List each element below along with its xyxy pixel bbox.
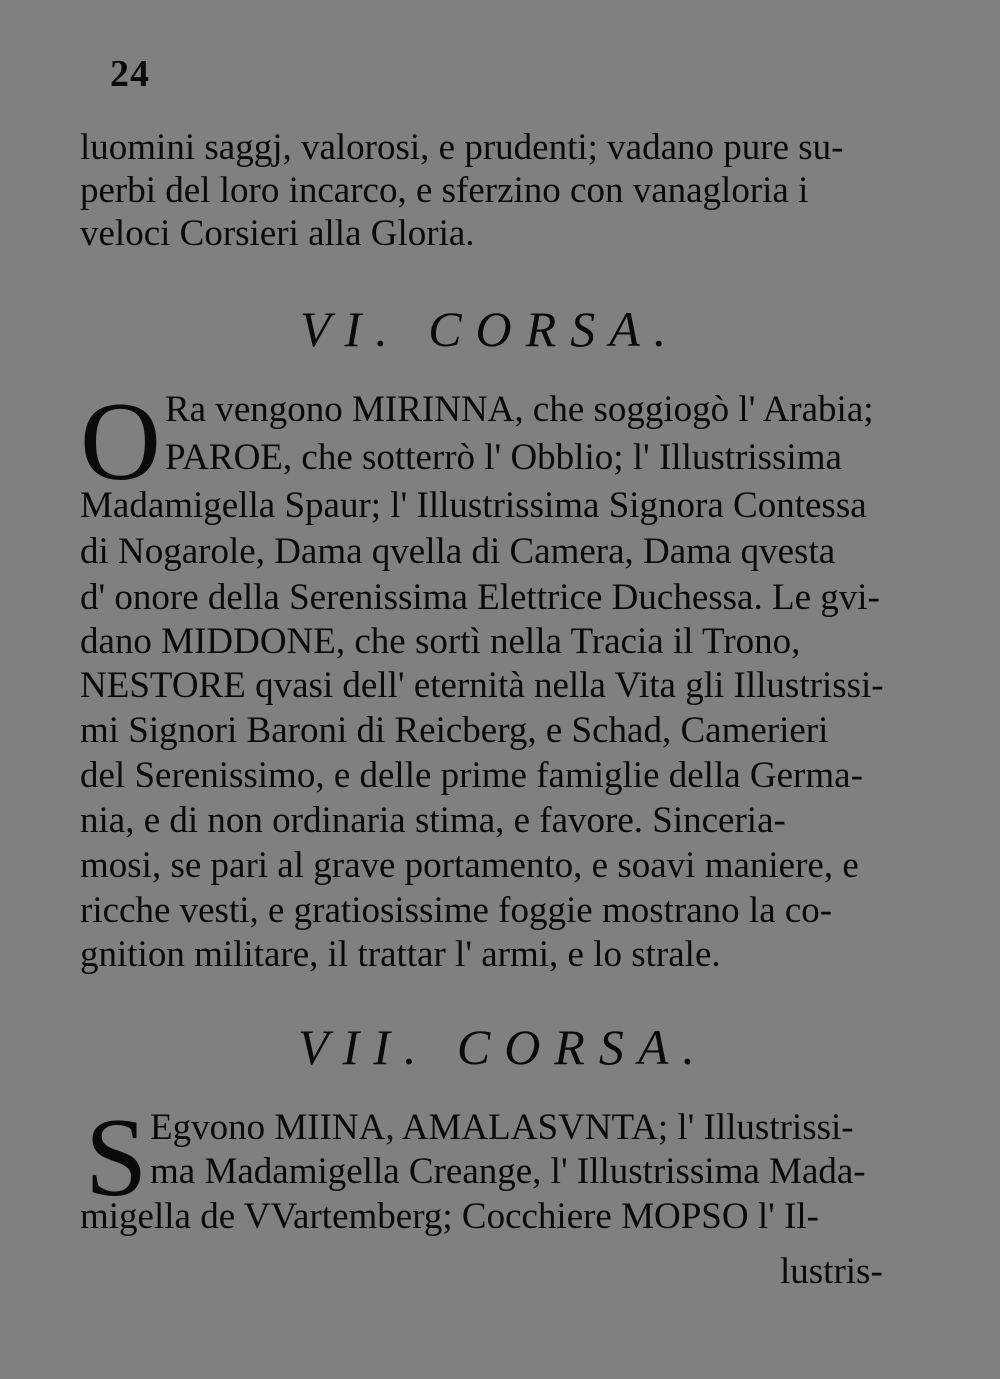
section-vi-line-8: mi Signori Baroni di Reicberg, e Schad, Camerieri xyxy=(80,710,829,751)
section-vi-line-12: ricche vesti, e gratiosissime foggie mostrano la co- xyxy=(80,890,833,931)
section-vii-line-1: Egvono MIINA, AMALASVNTA; l' Illustrissi- xyxy=(150,1107,854,1148)
section-vi-line-1: Ra vengono MIRINNA, che soggiogò l' Arabia; xyxy=(165,389,874,430)
section-vi-line-7: NESTORE qvasi dell' eternità nella Vita gli Illustrissi- xyxy=(80,665,884,706)
section-vii-dropcap: S xyxy=(85,1096,148,1220)
section-vi-line-9: del Serenissimo, e delle prime famiglie della Germa- xyxy=(80,755,863,796)
section-vi-heading: VI. CORSA. xyxy=(300,301,681,357)
section-vii-line-3: migella de VVartemberg; Cocchiere MOPSO l' Il- xyxy=(80,1196,819,1237)
section-vi-line-6: dano MIDDONE, che sortì nella Tracia il Trono, xyxy=(80,621,801,662)
section-vi-line-10: nia, e di non ordinaria stima, e favore. Sinceria- xyxy=(80,800,786,841)
page-number: 24 xyxy=(110,53,150,95)
section-vi-line-3: Madamigella Spaur; l' Illustrissima Signora Contessa xyxy=(80,485,867,526)
intro-line-2: perbi del loro incarco, e sferzino con vanagloria i xyxy=(80,170,809,211)
section-vi-dropcap: O xyxy=(80,380,161,504)
section-vi-line-2: PAROE, che sotterrò l' Obblio; l' Illustrissima xyxy=(165,437,842,478)
intro-line-1: luomini saggj, valorosi, e prudenti; vadano pure su- xyxy=(80,127,844,168)
section-vi-line-13: gnition militare, il trattar l' armi, e lo strale. xyxy=(80,934,721,975)
section-vi-line-11: mosi, se pari al grave portamento, e soavi maniere, e xyxy=(80,845,859,886)
section-vi-line-5: d' onore della Serenissima Elettrice Duchessa. Le gvi- xyxy=(80,577,880,618)
intro-line-3: veloci Corsieri alla Gloria. xyxy=(80,213,475,254)
catchword: lustris- xyxy=(780,1251,883,1292)
section-vii-line-2: ma Madamigella Creange, l' Illustrissima Mada- xyxy=(150,1151,866,1192)
section-vi-line-4: di Nogarole, Dama qvella di Camera, Dama qvesta xyxy=(80,531,836,572)
section-vii-heading: VII. CORSA. xyxy=(298,1019,709,1075)
